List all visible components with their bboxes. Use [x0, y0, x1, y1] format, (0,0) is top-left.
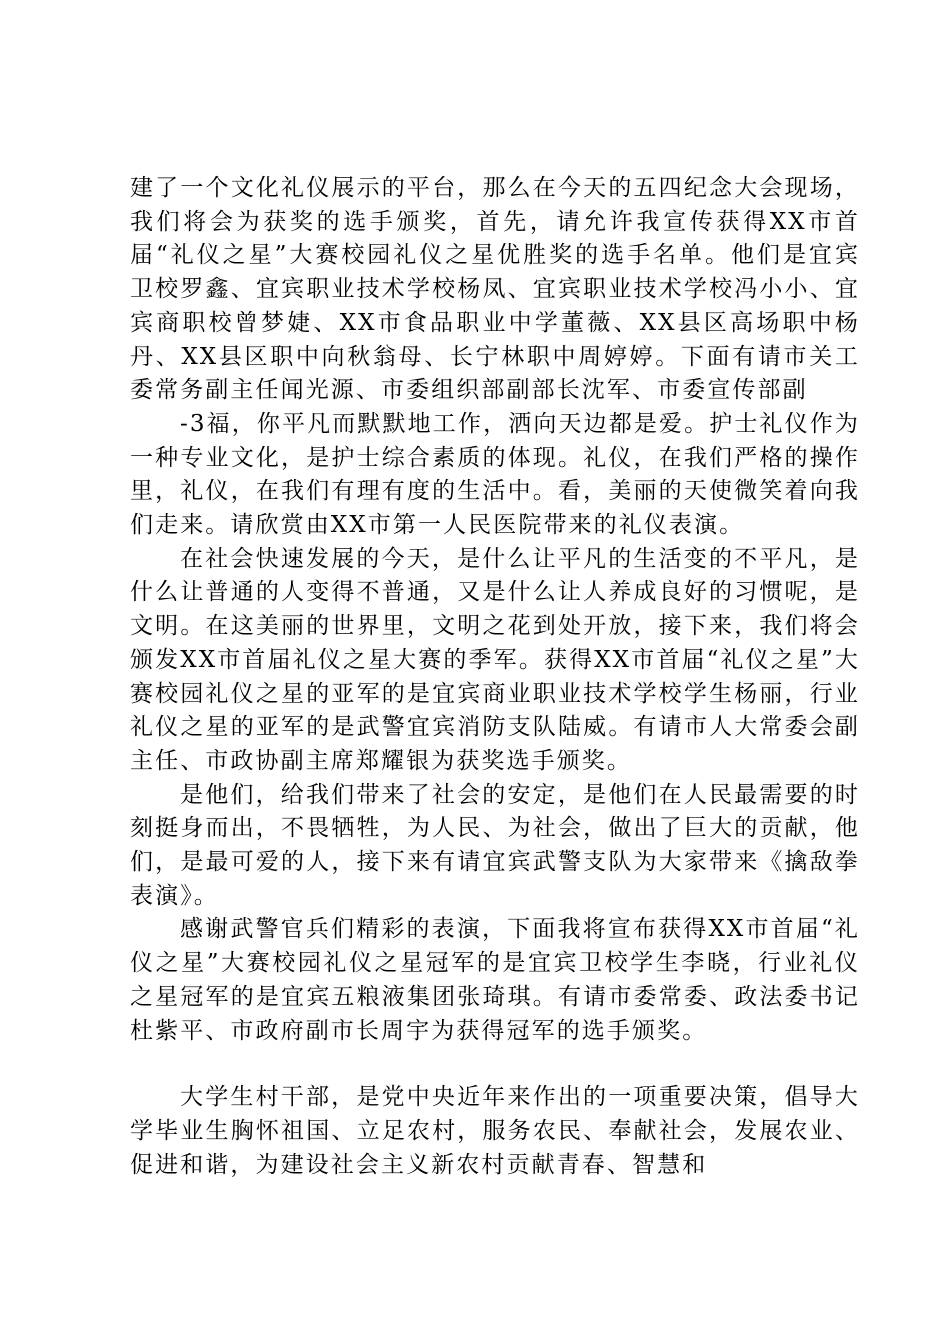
- paragraph-4: 是他们，给我们带来了社会的安定，是他们在人民最需要的时刻挺身而出，不畏牺牲，为人民、为社会，做出了巨大的贡献，他们，是最可爱的人，接下来有请宜宾武警支队为大家带来《擒敌拳表演》。: [130, 781, 860, 909]
- paragraph-gap: [130, 1048, 860, 1081]
- paragraph-2: -3福，你平凡而默默地工作，洒向天边都是爱。护士礼仪作为一种专业文化，是护士综合素质的体现。礼仪，在我们严格的操作里，礼仪，在我们有理有度的生活中。看，美丽的天使微笑着向我们走来。请欣赏由XX市第一人民医院带来的礼仪表演。: [130, 410, 860, 539]
- document-page: [130, 172, 860, 1182]
- paragraph-6: 大学生村干部，是党中央近年来作出的一项重要决策，倡导大学毕业生胸怀祖国、立足农村，服务农民、奉献社会，发展农业、促进和谐，为建设社会主义新农村贡献青春、智慧和: [130, 1084, 860, 1178]
- paragraph-3: 在社会快速发展的今天，是什么让平凡的生活变的不平凡，是什么让普通的人变得不普通，又是什么让人养成良好的习惯呢，是文明。在这美丽的世界里，文明之花到处开放，接下来，我们将会颁发XX市首届礼仪之星大赛的季军。获得XX市首届“礼仪之星”大赛校园礼仪之星的亚军的是宜宾商业职业技术学校学生杨丽，行业礼仪之星的亚军的是武警宜宾消防支队陆威。有请市人大常委会副主任、市政协副主席郑耀银为获奖选手颁奖。: [130, 545, 860, 774]
- paragraph-5: 感谢武警官兵们精彩的表演，下面我将宣布获得XX市首届“礼仪之星”大赛校园礼仪之星冠军的是宜宾卫校学生李晓，行业礼仪之星冠军的是宜宾五粮液集团张琦琪。有请市委常委、政法委书记杜紫平、市政府副市长周宇为获得冠军的选手颁奖。: [130, 916, 860, 1044]
- paragraph-1: 建了一个文化礼仪展示的平台，那么在今天的五四纪念大会现场，我们将会为获奖的选手颁奖，首先，请允许我宣传获得XX市首届“礼仪之星”大赛校园礼仪之星优胜奖的选手名单。他们是宜宾卫校罗鑫、宜宾职业技术学校杨凤、宜宾职业技术学校冯小小、宜宾商职校曾梦婕、XX市食品职业中学董薇、XX县区高场职中杨丹、XX县区职中向秋翁母、长宁林职中周婷婷。下面有请市关工委常务副主任闻光源、市委组织部副部长沈军、市委宣传部副: [130, 175, 860, 404]
